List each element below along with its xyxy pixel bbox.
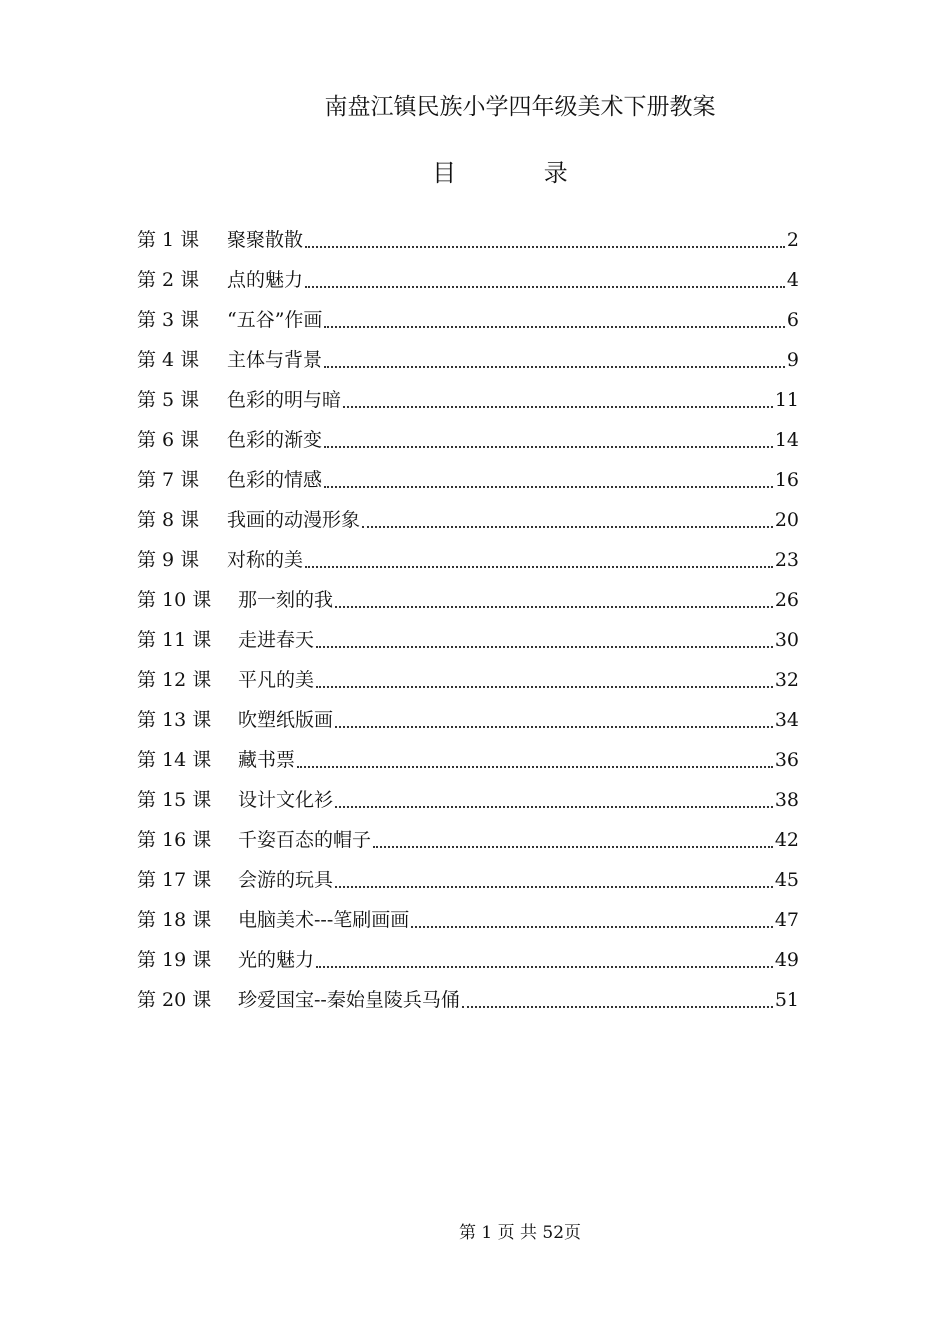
toc-entry[interactable] xyxy=(137,543,799,583)
toc-dot-leader xyxy=(324,485,773,488)
table-of-contents xyxy=(137,223,799,1023)
toc-lesson-title: 色彩的情感 xyxy=(227,469,323,491)
toc-lesson-number: 第 13 课 xyxy=(137,709,212,731)
toc-dot-leader xyxy=(335,885,773,888)
toc-dot-leader xyxy=(335,725,773,728)
toc-lesson-title: 色彩的渐变 xyxy=(227,429,323,451)
toc-lesson-number: 第 4 课 xyxy=(137,349,200,371)
toc-page-number: 45 xyxy=(774,869,799,891)
toc-dot-leader xyxy=(411,925,773,928)
toc-dot-leader xyxy=(297,765,773,768)
toc-lesson-number: 第 15 课 xyxy=(137,789,212,811)
toc-lesson-title: 会游的玩具 xyxy=(238,869,334,891)
toc-entry[interactable] xyxy=(137,583,799,623)
toc-lesson-title: 点的魅力 xyxy=(227,269,304,291)
toc-lesson-number: 第 14 课 xyxy=(137,749,212,771)
toc-dot-leader xyxy=(343,405,773,408)
toc-entry[interactable] xyxy=(137,823,799,863)
toc-lesson-number: 第 3 课 xyxy=(137,309,200,331)
toc-page-number: 49 xyxy=(774,949,799,971)
toc-entry[interactable] xyxy=(137,223,799,263)
toc-page-number: 11 xyxy=(774,389,799,411)
toc-lesson-number: 第 8 课 xyxy=(137,509,200,531)
toc-page-number: 4 xyxy=(786,269,799,291)
toc-page-number: 26 xyxy=(774,589,799,611)
toc-entry[interactable] xyxy=(137,783,799,823)
toc-lesson-title: 电脑美术---笔刷画画 xyxy=(238,909,410,931)
toc-page-number: 20 xyxy=(774,509,799,531)
toc-dot-leader xyxy=(324,365,785,368)
toc-page-number: 2 xyxy=(786,229,799,251)
toc-lesson-title: 千姿百态的帽子 xyxy=(238,829,372,851)
toc-entry[interactable] xyxy=(137,743,799,783)
toc-dot-leader xyxy=(362,525,773,528)
toc-dot-leader xyxy=(316,645,773,648)
toc-lesson-title: 色彩的明与暗 xyxy=(227,389,342,411)
toc-dot-leader xyxy=(335,805,773,808)
toc-lesson-number: 第 16 课 xyxy=(137,829,212,851)
toc-lesson-number: 第 1 课 xyxy=(137,229,200,251)
toc-lesson-title: 对称的美 xyxy=(227,549,304,571)
toc-lesson-title: 平凡的美 xyxy=(238,669,315,691)
toc-page-number: 14 xyxy=(774,429,799,451)
document-title: 南盘江镇民族小学四年级美术下册教案 xyxy=(324,94,716,120)
toc-lesson-number: 第 5 课 xyxy=(137,389,200,411)
toc-entry[interactable] xyxy=(137,983,799,1023)
toc-entry[interactable] xyxy=(137,703,799,743)
toc-dot-leader xyxy=(462,1005,773,1008)
toc-page-number: 47 xyxy=(774,909,799,931)
toc-page-number: 34 xyxy=(774,709,799,731)
toc-lesson-title: 光的魅力 xyxy=(238,949,315,971)
toc-entry[interactable] xyxy=(137,943,799,983)
toc-page-number: 23 xyxy=(774,549,799,571)
toc-entry[interactable] xyxy=(137,663,799,703)
toc-dot-leader xyxy=(324,325,784,328)
toc-page-number: 6 xyxy=(786,309,799,331)
toc-lesson-title: 我画的动漫形象 xyxy=(227,509,361,531)
toc-lesson-number: 第 17 课 xyxy=(137,869,212,891)
toc-lesson-title: 设计文化衫 xyxy=(238,789,334,811)
toc-dot-leader xyxy=(305,565,773,568)
toc-page-number: 30 xyxy=(774,629,799,651)
toc-dot-leader xyxy=(373,845,773,848)
toc-dot-leader xyxy=(305,285,785,288)
toc-lesson-title: 珍爱国宝--秦始皇陵兵马俑 xyxy=(238,989,460,1011)
toc-lesson-number: 第 12 课 xyxy=(137,669,212,691)
toc-entry[interactable] xyxy=(137,903,799,943)
toc-lesson-number: 第 18 课 xyxy=(137,909,212,931)
toc-lesson-number: 第 6 课 xyxy=(137,429,200,451)
toc-entry[interactable] xyxy=(137,343,799,383)
toc-lesson-title: “五谷”作画 xyxy=(227,309,323,331)
toc-entry[interactable] xyxy=(137,423,799,463)
toc-lesson-number: 第 20 课 xyxy=(137,989,212,1011)
toc-page-number: 32 xyxy=(774,669,799,691)
toc-lesson-number: 第 10 课 xyxy=(137,589,212,611)
toc-entry[interactable] xyxy=(137,383,799,423)
toc-lesson-number: 第 7 课 xyxy=(137,469,200,491)
toc-lesson-title: 那一刻的我 xyxy=(238,589,334,611)
toc-lesson-number: 第 19 课 xyxy=(137,949,212,971)
toc-page-number: 42 xyxy=(774,829,799,851)
toc-entry[interactable] xyxy=(137,623,799,663)
toc-dot-leader xyxy=(324,445,773,448)
toc-entry[interactable] xyxy=(137,863,799,903)
toc-lesson-title: 聚聚散散 xyxy=(227,229,304,251)
page-footer: 第 1 页 共 52页 xyxy=(458,1223,582,1243)
toc-heading: 目 录 xyxy=(432,159,608,187)
toc-dot-leader xyxy=(335,605,773,608)
toc-entry[interactable] xyxy=(137,503,799,543)
toc-page-number: 38 xyxy=(774,789,799,811)
toc-lesson-title: 吹塑纸版画 xyxy=(238,709,334,731)
toc-lesson-number: 第 11 课 xyxy=(137,629,212,651)
toc-entry[interactable] xyxy=(137,263,799,303)
toc-dot-leader xyxy=(316,965,773,968)
toc-lesson-title: 藏书票 xyxy=(238,749,296,771)
toc-lesson-number: 第 9 课 xyxy=(137,549,200,571)
toc-dot-leader xyxy=(305,245,785,248)
toc-entry[interactable] xyxy=(137,303,799,343)
toc-dot-leader xyxy=(316,685,773,688)
toc-page-number: 16 xyxy=(774,469,799,491)
toc-lesson-title: 主体与背景 xyxy=(227,349,323,371)
toc-page-number: 9 xyxy=(786,349,799,371)
toc-page-number: 51 xyxy=(774,989,799,1011)
toc-lesson-title: 走进春天 xyxy=(238,629,315,651)
toc-entry[interactable] xyxy=(137,463,799,503)
toc-page-number: 36 xyxy=(774,749,799,771)
toc-lesson-number: 第 2 课 xyxy=(137,269,200,291)
